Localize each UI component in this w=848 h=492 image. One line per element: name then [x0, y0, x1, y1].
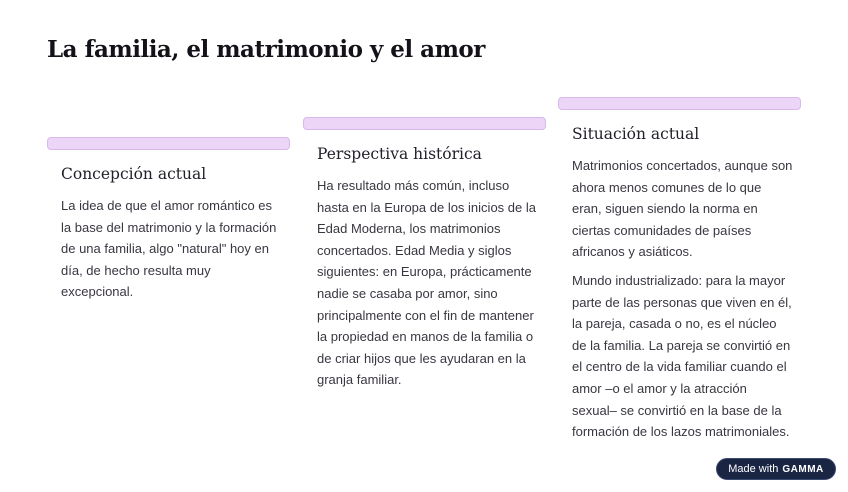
column-perspectiva-historica [303, 117, 546, 391]
column-paragraph: Matrimonios concertados, aunque son ahora menos comunes de lo que eran, siguen siendo la norma en ciertas comunidades de países africanos y asiáticos. [572, 158, 793, 260]
column-accent-bar [47, 137, 290, 150]
gamma-logo: GAMMA [782, 463, 824, 475]
column-title: Situación actual [572, 125, 700, 143]
column-paragraph: La idea de que el amor romántico es la base del matrimonio y la formación de una familia, algo "natural" hoy en día, de hecho resulta muy excepcional. [61, 198, 277, 300]
column-title: Concepción actual [61, 165, 207, 183]
column-title: Perspectiva histórica [317, 145, 482, 163]
column-paragraph: Mundo industrializado: para la mayor parte de las personas que viven en él, la pareja, casada o no, es el núcleo de la familia. La pareja se convirtió en el centro de la vida familiar cuando el amor –o el amor y la atracción sexual– se convirtió en la base de la formación de los lazos matrimoniales. [572, 272, 792, 440]
column-situacion-actual [558, 97, 801, 443]
column-concepcion-actual [47, 137, 290, 303]
column-accent-bar [303, 117, 546, 130]
slide-title: La familia, el matrimonio y el amor [47, 36, 485, 63]
column-accent-bar [558, 97, 801, 110]
column-paragraph: Ha resultado más común, incluso hasta en la Europa de los inicios de la Edad Moderna, los matrimonios concertados. Edad Media y siglos siguientes: en Europa, prácticamente nadie se casaba por amor, sino principalmente con el fin de mantener la propiedad en manos de la familia o de criar hijos que les ayudaran en la granja familiar. [317, 178, 536, 388]
made-with-gamma-badge[interactable] [716, 458, 836, 480]
badge-prefix: Made with [728, 463, 779, 475]
